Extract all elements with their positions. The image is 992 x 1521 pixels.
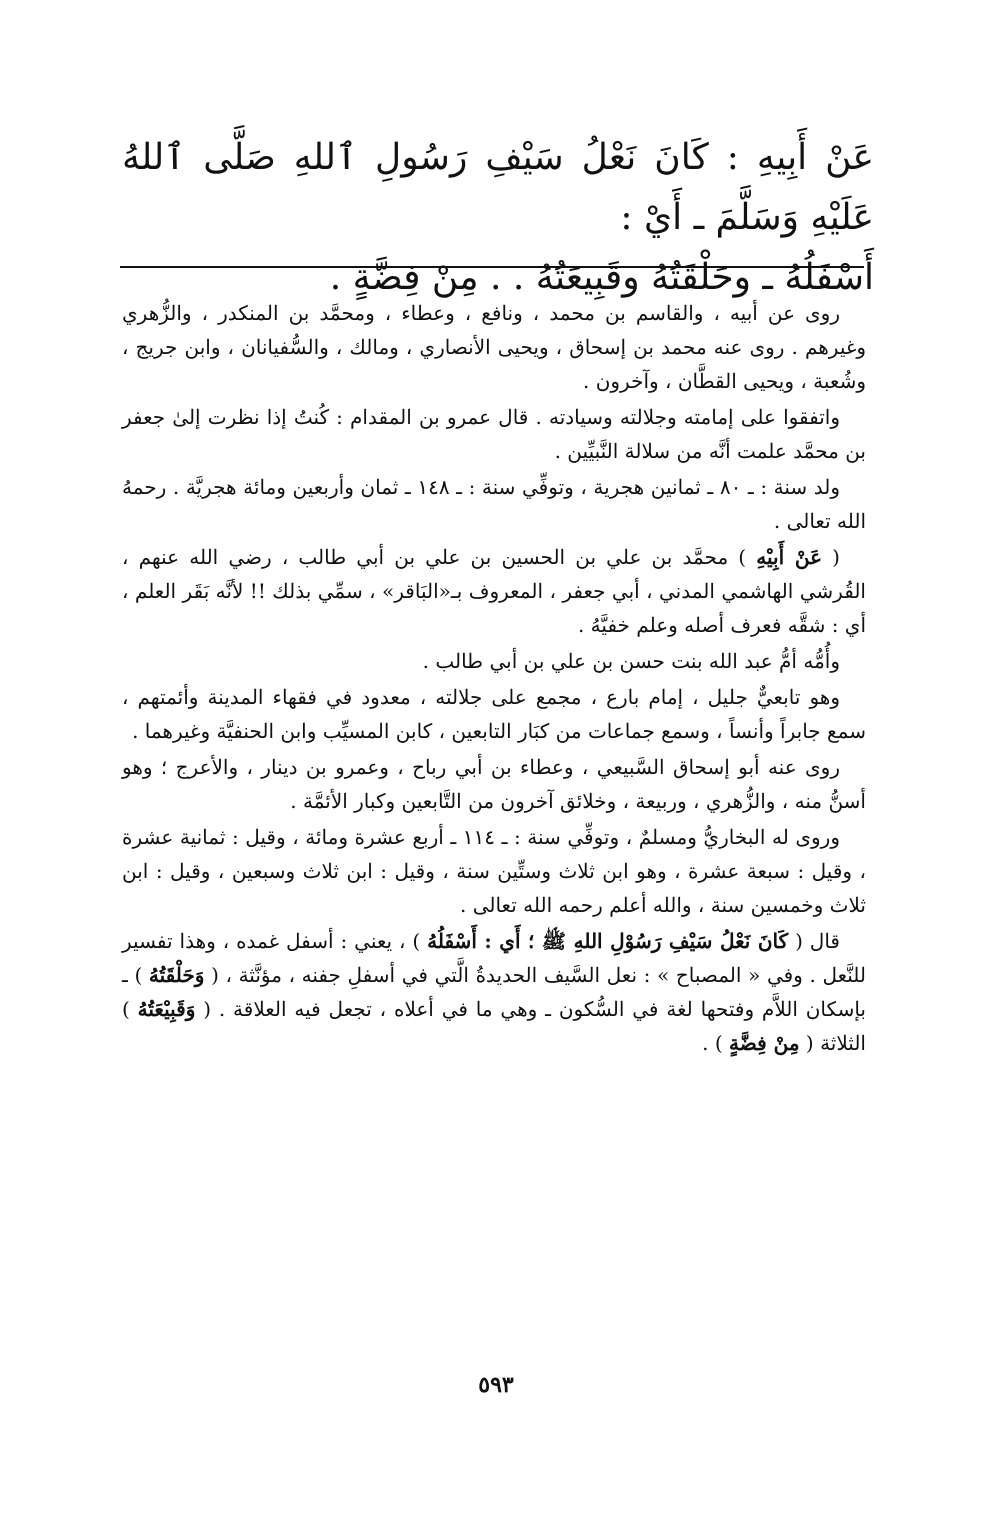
paragraph-status: وهو تابعيٌّ جليل ، إمام بارع ، مجمع على جلالته ، معدود في فقهاء المدينة وأئمتهم ، سمع جابراً وأنساً ، وسمع جماعات من كبَار التابعين ، كابن المسيِّب وابن الحنفيَّة وغيرهما . <box>122 685 866 743</box>
expl-part-d: ) ـ بإسكان اللاَّم وفتحها لغة في السُّكون ـ وهي ما في أعلاه ، تجعل فيه العلاقة . ( <box>122 963 866 1021</box>
hadith-line-1: عَنْ أَبِيهِ : كَانَ نَعْلُ سَيْفِ رَسُولِ ٱللهِ صَلَّى ٱللهُ عَلَيْهِ وَسَلَّمَ ـ أَيْ : <box>122 137 874 238</box>
paragraph-death: وروى له البخاريُّ ومسلمٌ ، وتوفِّي سنة : ـ ١١٤ ـ أربع عشرة ومائة ، وقيل : ثمانية عشرة ، وقيل : سبعة عشرة ، وهو ابن ثلاث وستِّين سنة ، وقيل : ابن ثلاث وسبعين ، وقيل : ابن ثلاث وخمسين سنة ، والله أعلم رحمه الله تعالى . <box>122 825 866 917</box>
divider-rule <box>120 266 864 268</box>
expl-part-a: قال ( <box>788 929 840 953</box>
hadith-line-2: أَسْفَلُهُ ـ وحَلْقَتُهُ وقَبِيعَتُهُ . . مِنْ فِضَّةٍ . <box>329 257 874 298</box>
expl-part-c: ) ، يعني : أسفل غمده ، وهذا تفسير للنَّعل . وفي « المصباح » : نعل السَّيف الحديدةُ الَّتي في أسفلِ جفنه ، مؤنَّثة ، ( <box>122 929 866 987</box>
paragraph-students: روى عنه أبو إسحاق السَّبيعي ، وعطاء بن أبي رباح ، وعمرو بن دينار ، والأعرج ؛ وهو أسنُّ منه ، والزُّهري ، وربيعة ، وخلائق آخرون من التَّابعين وكبار الأئمَّة . <box>122 755 866 813</box>
paragraph-birth-death: ولد سنة : ـ ٨٠ ـ ثمانين هجرية ، وتوفِّي سنة : ـ ١٤٨ ـ ثمان وأربعين ومائة هجريَّة . رحمهُ الله تعالى . <box>122 475 866 533</box>
commentary <box>122 296 866 1062</box>
term-an-abihi: عَنْ أَبِيْهِ <box>756 545 823 569</box>
paren-open: ( <box>822 545 840 569</box>
paragraph-praise: واتفقوا على إمامته وجلالته وسيادته . قال عمرو بن المقدام : كُنتُ إذا نظرت إلىٰ جعفر بن محمَّد علمت أنَّه من سلالة النَّبيِّين . <box>122 405 866 463</box>
term-halqah: وَحَلْقَتُهُ <box>148 963 205 987</box>
hadith-text <box>122 128 874 308</box>
term-qabiah: وَقَبِيْعَتُهُ <box>137 997 196 1021</box>
paragraph-mother: وأُمُّه أمُّ عبد الله بنت حسن بن علي بن أبي طالب . <box>422 649 840 673</box>
paragraph-father <box>122 540 866 642</box>
paragraph-explanation <box>122 924 866 1060</box>
page-number: ٥٩٣ <box>478 1372 514 1398</box>
father-bio: ) محمَّد بن علي بن الحسين بن علي بن أبي طالب ، رضي الله عنهم ، القُرشي الهاشمي المدني ، أبي جعفر ، المعروف بـ«البَاقر» ، سمِّي بذلك !! لأنَّه بَقَر العلم ، أي : شقَّه فعرف أصله وعلم خفيَّهُ . <box>122 545 866 637</box>
expl-part-f: ) . <box>702 1031 730 1055</box>
term-naal: كَانَ نَعْلُ سَيْفِ رَسُوْلِ اللهِ ﷺ ؛ أَي : أَسْفَلُهُ <box>427 929 789 953</box>
term-min-fiddah: مِنْ فِضَّةٍ <box>729 1031 800 1055</box>
paragraph-narrators: روى عن أبيه ، والقاسم بن محمد ، ونافع ، وعطاء ، ومحمَّد بن المنكدر ، والزُّهري وغيرهم . روى عنه محمد بن إسحاق ، ويحيى الأنصاري ، ومالك ، والسُّفيانان ، وابن جريج ، وشُعبة ، ويحيى القطَّان ، وآخرون . <box>122 301 866 393</box>
expl-part-e: ) الثلاثة ( <box>122 997 866 1055</box>
